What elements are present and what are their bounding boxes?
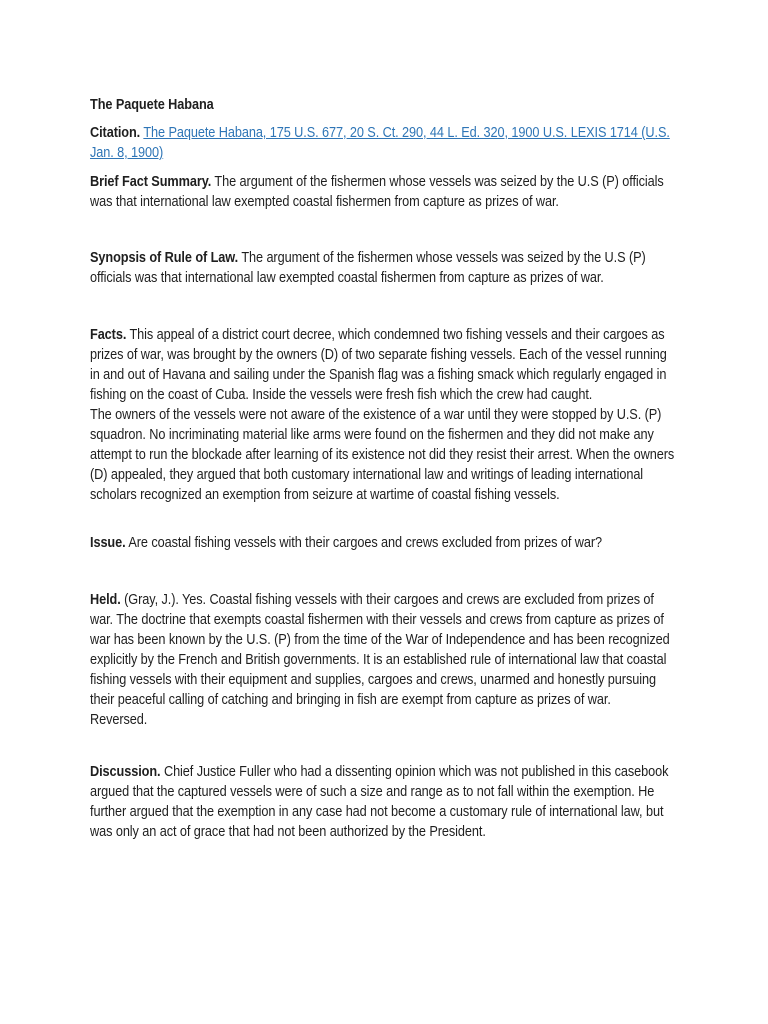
section-synopsis-of-rule-of-law [90,248,678,288]
synopsis-label: Synopsis of Rule of Law. [90,250,239,266]
citation-link[interactable]: The Paquete Habana, 175 U.S. 677, 20 S. Ct. 290, 44 L. Ed. 320, 1900 U.S. LEXIS 1714 (U.S. Jan. 8, 1900) [90,125,670,161]
held-label: Held. [90,592,121,608]
section-issue [90,533,678,553]
facts-text-part-1: This appeal of a district court decree, which condemned two fishing vessels and their cargoes as prizes of war, was brought by the owners (D) of two separate fishing vessels. Each of the vessel running in and out of Havana and sailing under the Spanish flag was a fishing smack which regularly engaged in fishing on the coast of Cuba. Inside the vessels were fresh fish which the crew had caught. [90,327,667,403]
held-disposition: Reversed. [90,712,148,728]
issue-label: Issue. [90,535,126,551]
section-brief-fact-summary [90,172,678,212]
discussion-label: Discussion. [90,764,161,780]
facts-text-part-2: The owners of the vessels were not aware of the existence of a war until they were stopped by U.S. (P) squadron. No incriminating material like arms were found on the fishermen and they did not make any attempt to run the blockade after learning of its existence not did they resist their arrest. When the owners (D) appealed, they argued that both customary international law and writings of leading international scholars recognized an exemption from seizure at wartime of coastal fishing vessels. [90,407,675,503]
brief-fact-summary-text: The argument of the fishermen whose vessels was seized by the U.S (P) officials was that international law exempted coastal fishermen from capture as prizes of war. [90,174,664,210]
section-discussion [90,762,678,842]
section-held [90,590,678,730]
section-facts [90,325,678,505]
case-brief [90,95,678,842]
facts-label: Facts. [90,327,127,343]
discussion-text: Chief Justice Fuller who had a dissenting opinion which was not published in this casebook argued that the captured vessels were of such a size and range as to not fall within the exemption. He further argued that the exemption in any case had not become a customary rule of international law, but was only an act of grace that had not been authorized by the President. [90,764,669,840]
case-title: The Paquete Habana [90,97,214,113]
issue-text: Are coastal fishing vessels with their cargoes and crews excluded from prizes of war? [128,535,603,551]
citation-label: Citation. [90,125,141,141]
held-text: (Gray, J.). Yes. Coastal fishing vessels with their cargoes and crews are excluded from prizes of war. The doctrine that exempts coastal fishermen with their vessels and crews from capture as prizes of war has been known by the U.S. (P) from the time of the War of Independence and has been recognized explicitly by the French and British governments. It is an established rule of international law that coastal fishing vessels with their equipment and supplies, cargoes and crews, unarmed and honestly pursuing their peaceful calling of catching and bringing in fish are exempt from capture as prizes of war. [90,592,670,708]
brief-fact-summary-label: Brief Fact Summary. [90,174,212,190]
section-citation [90,123,678,163]
synopsis-text: The argument of the fishermen whose vessels was seized by the U.S (P) officials was that international law exempted coastal fishermen from capture as prizes of war. [90,250,646,286]
